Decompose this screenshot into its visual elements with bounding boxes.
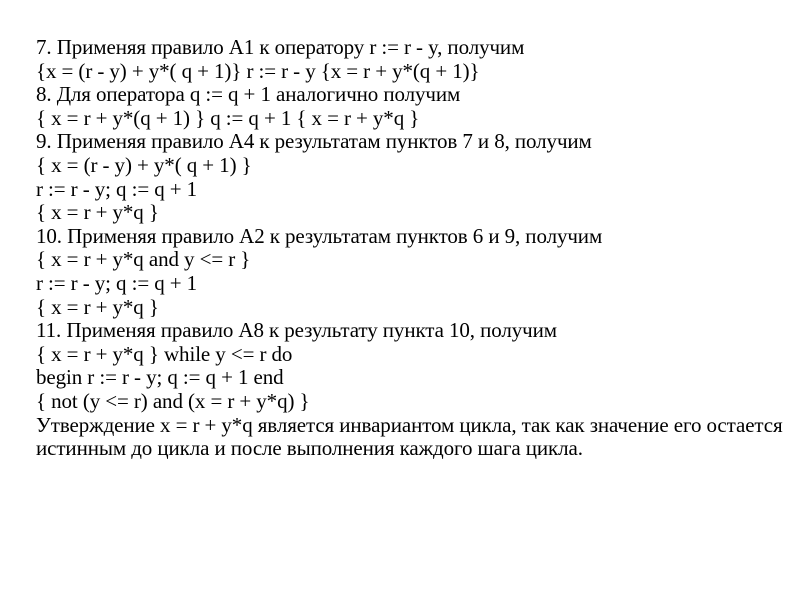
step-7-triple: {x = (r - y) + y*( q + 1)} r := r - y {x = r + y*(q + 1)} [36, 58, 480, 83]
step-11-loop-body: begin r := r - y; q := q + 1 end [36, 365, 284, 390]
step-10-postcondition: { x = r + y*q } [36, 294, 159, 319]
proof-text [36, 36, 786, 461]
step-11-heading: 11. Применяя правило A8 к результату пункта 10, получим [36, 318, 557, 343]
step-7-heading: 7. Применяя правило A1 к оператору r := r - y, получим [36, 35, 525, 59]
step-9-postcondition: { x = r + y*q } [36, 200, 159, 225]
invariant-conclusion: Утверждение x = r + y*q является инвариантом цикла, так как значение его остается истинным до цикла и после выполнения каждого шага цикла. [36, 412, 783, 461]
step-10-precondition: { x = r + y*q and y <= r } [36, 247, 251, 272]
step-9-heading: 9. Применяя правило A4 к результатам пунктов 7 и 8, получим [36, 129, 592, 154]
step-9-precondition: { x = (r - y) + y*( q + 1) } [36, 152, 252, 177]
step-10-statement: r := r - y; q := q + 1 [36, 270, 198, 295]
step-11-postcondition: { not (y <= r) and (x = r + y*q) } [36, 388, 310, 413]
step-10-heading: 10. Применяя правило A2 к результатам пунктов 6 и 9, получим [36, 223, 603, 248]
step-11-while-header: { x = r + y*q } while y <= r do [36, 341, 293, 366]
step-9-statement: r := r - y; q := q + 1 [36, 176, 198, 201]
step-8-triple: { x = r + y*(q + 1) } q := q + 1 { x = r + y*q } [36, 105, 420, 130]
step-8-heading: 8. Для оператора q := q + 1 аналогично получим [36, 82, 461, 107]
